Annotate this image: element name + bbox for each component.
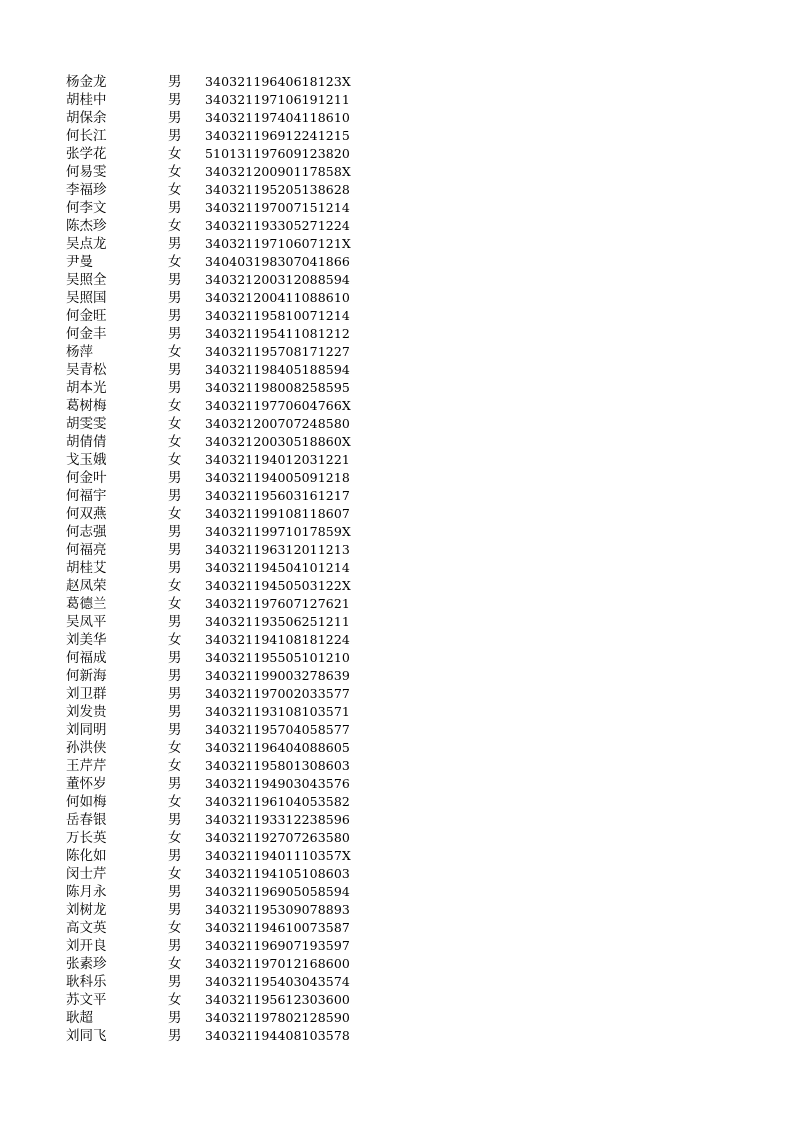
table-row bbox=[66, 415, 386, 433]
id-number: 340321195603161217 bbox=[205, 488, 350, 503]
person-name: 何如梅 bbox=[66, 794, 107, 810]
id-number: 340321196905058594 bbox=[205, 884, 350, 899]
person-gender: 女 bbox=[168, 740, 182, 756]
id-number: 340321197106191211 bbox=[205, 92, 350, 107]
person-name: 刘同飞 bbox=[66, 1028, 107, 1044]
person-gender: 男 bbox=[168, 128, 182, 144]
table-row bbox=[66, 577, 386, 595]
person-name: 何金叶 bbox=[66, 470, 107, 486]
person-gender: 男 bbox=[168, 524, 182, 540]
person-gender: 男 bbox=[168, 974, 182, 990]
person-name: 何福亮 bbox=[66, 542, 107, 558]
id-number: 340321195810071214 bbox=[205, 308, 350, 323]
person-gender: 男 bbox=[168, 200, 182, 216]
id-number: 340321193506251211 bbox=[205, 614, 350, 629]
table-row bbox=[66, 541, 386, 559]
person-name: 孙洪侠 bbox=[66, 740, 107, 756]
person-name: 陈化如 bbox=[66, 848, 107, 864]
person-gender: 女 bbox=[168, 794, 182, 810]
id-number: 340321195704058577 bbox=[205, 722, 350, 737]
person-name: 刘同明 bbox=[66, 722, 107, 738]
person-gender: 男 bbox=[168, 614, 182, 630]
person-gender: 男 bbox=[168, 308, 182, 324]
person-gender: 男 bbox=[168, 722, 182, 738]
id-number: 340321196912241215 bbox=[205, 128, 350, 143]
person-name: 刘发贵 bbox=[66, 704, 107, 720]
id-number: 34032119640618123X bbox=[205, 74, 351, 89]
table-row bbox=[66, 595, 386, 613]
id-number: 340321195309078893 bbox=[205, 902, 350, 917]
id-number: 340321193305271224 bbox=[205, 218, 350, 233]
person-gender: 男 bbox=[168, 812, 182, 828]
person-gender: 男 bbox=[168, 92, 182, 108]
table-row bbox=[66, 757, 386, 775]
person-name: 吴点龙 bbox=[66, 236, 107, 252]
id-number: 34032119450503122X bbox=[205, 578, 351, 593]
person-name: 耿超 bbox=[66, 1010, 93, 1026]
table-row bbox=[66, 469, 386, 487]
table-row bbox=[66, 325, 386, 343]
person-name: 吴照全 bbox=[66, 272, 107, 288]
person-name: 高文英 bbox=[66, 920, 107, 936]
table-row bbox=[66, 307, 386, 325]
person-name: 胡桂中 bbox=[66, 92, 107, 108]
person-name: 陈月永 bbox=[66, 884, 107, 900]
table-row bbox=[66, 145, 386, 163]
id-number: 340321200411088610 bbox=[205, 290, 350, 305]
id-number: 340403198307041866 bbox=[205, 254, 350, 269]
person-gender: 女 bbox=[168, 866, 182, 882]
person-name: 何志强 bbox=[66, 524, 107, 540]
person-gender: 女 bbox=[168, 434, 182, 450]
person-gender: 男 bbox=[168, 1010, 182, 1026]
person-name: 刘树龙 bbox=[66, 902, 107, 918]
table-row bbox=[66, 649, 386, 667]
id-number: 340321197802128590 bbox=[205, 1010, 350, 1025]
person-name: 胡本光 bbox=[66, 380, 107, 396]
id-number: 340321199108118607 bbox=[205, 506, 350, 521]
table-row bbox=[66, 685, 386, 703]
person-name: 刘开良 bbox=[66, 938, 107, 954]
id-number: 340321200707248580 bbox=[205, 416, 350, 431]
person-gender: 男 bbox=[168, 884, 182, 900]
table-row bbox=[66, 109, 386, 127]
person-gender: 男 bbox=[168, 1028, 182, 1044]
id-number: 340321194903043576 bbox=[205, 776, 350, 791]
person-name: 万长英 bbox=[66, 830, 107, 846]
person-name: 何双燕 bbox=[66, 506, 107, 522]
person-name: 赵凤荣 bbox=[66, 578, 107, 594]
id-number: 340321194105108603 bbox=[205, 866, 350, 881]
id-number: 340321195612303600 bbox=[205, 992, 350, 1007]
table-row bbox=[66, 955, 386, 973]
person-gender: 男 bbox=[168, 380, 182, 396]
person-gender: 女 bbox=[168, 578, 182, 594]
table-row bbox=[66, 991, 386, 1009]
table-row bbox=[66, 973, 386, 991]
person-gender: 男 bbox=[168, 776, 182, 792]
table-row bbox=[66, 433, 386, 451]
person-gender: 女 bbox=[168, 632, 182, 648]
person-name: 吴凤平 bbox=[66, 614, 107, 630]
id-number: 34032120090117858X bbox=[205, 164, 351, 179]
person-gender: 女 bbox=[168, 182, 182, 198]
person-name: 吴照国 bbox=[66, 290, 107, 306]
id-number: 510131197609123820 bbox=[205, 146, 350, 161]
table-row bbox=[66, 127, 386, 145]
id-number: 340321195801308603 bbox=[205, 758, 350, 773]
person-gender: 女 bbox=[168, 164, 182, 180]
person-name: 李福珍 bbox=[66, 182, 107, 198]
table-row bbox=[66, 91, 386, 109]
table-row bbox=[66, 289, 386, 307]
person-gender: 女 bbox=[168, 920, 182, 936]
table-row bbox=[66, 235, 386, 253]
person-gender: 女 bbox=[168, 758, 182, 774]
person-name: 张素珍 bbox=[66, 956, 107, 972]
id-number: 340321193312238596 bbox=[205, 812, 350, 827]
table-row bbox=[66, 919, 386, 937]
person-name: 何长江 bbox=[66, 128, 107, 144]
table-row bbox=[66, 739, 386, 757]
person-name: 何金旺 bbox=[66, 308, 107, 324]
table-row bbox=[66, 181, 386, 199]
table-row bbox=[66, 811, 386, 829]
table-row bbox=[66, 163, 386, 181]
person-gender: 女 bbox=[168, 218, 182, 234]
roster-table bbox=[66, 73, 386, 1045]
table-row bbox=[66, 73, 386, 91]
person-name: 王芹芹 bbox=[66, 758, 107, 774]
person-gender: 男 bbox=[168, 326, 182, 342]
table-row bbox=[66, 775, 386, 793]
person-name: 董怀岁 bbox=[66, 776, 107, 792]
id-number: 340321195708171227 bbox=[205, 344, 350, 359]
person-name: 葛德兰 bbox=[66, 596, 107, 612]
person-gender: 男 bbox=[168, 110, 182, 126]
person-name: 苏文平 bbox=[66, 992, 107, 1008]
table-row bbox=[66, 343, 386, 361]
table-row bbox=[66, 901, 386, 919]
person-name: 闵士芹 bbox=[66, 866, 107, 882]
person-name: 刘卫群 bbox=[66, 686, 107, 702]
person-gender: 男 bbox=[168, 686, 182, 702]
id-number: 34032119710607121X bbox=[205, 236, 351, 251]
id-number: 340321197007151214 bbox=[205, 200, 350, 215]
person-gender: 女 bbox=[168, 146, 182, 162]
person-gender: 女 bbox=[168, 992, 182, 1008]
person-name: 葛树梅 bbox=[66, 398, 107, 414]
table-row bbox=[66, 883, 386, 901]
person-gender: 女 bbox=[168, 254, 182, 270]
id-number: 340321197012168600 bbox=[205, 956, 350, 971]
table-row bbox=[66, 199, 386, 217]
person-name: 杨萍 bbox=[66, 344, 93, 360]
person-gender: 男 bbox=[168, 236, 182, 252]
id-number: 340321196907193597 bbox=[205, 938, 350, 953]
person-name: 尹曼 bbox=[66, 254, 93, 270]
person-name: 何新海 bbox=[66, 668, 107, 684]
person-name: 何福宇 bbox=[66, 488, 107, 504]
table-row bbox=[66, 703, 386, 721]
id-number: 340321194005091218 bbox=[205, 470, 350, 485]
id-number: 340321196404088605 bbox=[205, 740, 350, 755]
person-name: 杨金龙 bbox=[66, 74, 107, 90]
person-gender: 男 bbox=[168, 902, 182, 918]
person-name: 刘美华 bbox=[66, 632, 107, 648]
id-number: 340321196312011213 bbox=[205, 542, 350, 557]
person-gender: 男 bbox=[168, 488, 182, 504]
table-row bbox=[66, 487, 386, 505]
person-name: 何易雯 bbox=[66, 164, 107, 180]
person-gender: 男 bbox=[168, 542, 182, 558]
person-gender: 男 bbox=[168, 362, 182, 378]
id-number: 340321195403043574 bbox=[205, 974, 350, 989]
id-number: 340321197002033577 bbox=[205, 686, 350, 701]
table-row bbox=[66, 793, 386, 811]
person-name: 胡桂艾 bbox=[66, 560, 107, 576]
table-row bbox=[66, 559, 386, 577]
person-gender: 女 bbox=[168, 344, 182, 360]
person-gender: 男 bbox=[168, 650, 182, 666]
id-number: 340321197607127621 bbox=[205, 596, 350, 611]
table-row bbox=[66, 217, 386, 235]
person-gender: 男 bbox=[168, 848, 182, 864]
id-number: 34032119401110357X bbox=[205, 848, 351, 863]
id-number: 340321194012031221 bbox=[205, 452, 350, 467]
person-gender: 女 bbox=[168, 830, 182, 846]
person-gender: 男 bbox=[168, 938, 182, 954]
id-number: 34032120030518860X bbox=[205, 434, 351, 449]
person-gender: 女 bbox=[168, 596, 182, 612]
person-gender: 男 bbox=[168, 272, 182, 288]
table-row bbox=[66, 865, 386, 883]
table-row bbox=[66, 361, 386, 379]
table-row bbox=[66, 397, 386, 415]
id-number: 340321196104053582 bbox=[205, 794, 350, 809]
person-name: 吴青松 bbox=[66, 362, 107, 378]
id-number: 340321195411081212 bbox=[205, 326, 350, 341]
id-number: 340321200312088594 bbox=[205, 272, 350, 287]
person-gender: 女 bbox=[168, 506, 182, 522]
table-row bbox=[66, 505, 386, 523]
person-name: 耿科乐 bbox=[66, 974, 107, 990]
person-name: 张学花 bbox=[66, 146, 107, 162]
person-name: 戈玉娥 bbox=[66, 452, 107, 468]
id-number: 340321198008258595 bbox=[205, 380, 350, 395]
person-name: 何金丰 bbox=[66, 326, 107, 342]
table-row bbox=[66, 847, 386, 865]
id-number: 340321195205138628 bbox=[205, 182, 350, 197]
id-number: 340321192707263580 bbox=[205, 830, 350, 845]
person-name: 岳春银 bbox=[66, 812, 107, 828]
person-name: 陈杰珍 bbox=[66, 218, 107, 234]
person-name: 何李文 bbox=[66, 200, 107, 216]
table-row bbox=[66, 829, 386, 847]
person-gender: 女 bbox=[168, 956, 182, 972]
table-row bbox=[66, 937, 386, 955]
table-row bbox=[66, 271, 386, 289]
id-number: 340321197404118610 bbox=[205, 110, 350, 125]
id-number: 340321194610073587 bbox=[205, 920, 350, 935]
person-gender: 男 bbox=[168, 560, 182, 576]
table-row bbox=[66, 631, 386, 649]
table-row bbox=[66, 667, 386, 685]
table-row bbox=[66, 523, 386, 541]
id-number: 340321198405188594 bbox=[205, 362, 350, 377]
person-name: 胡雯雯 bbox=[66, 416, 107, 432]
id-number: 34032119770604766X bbox=[205, 398, 351, 413]
table-row bbox=[66, 1027, 386, 1045]
person-gender: 男 bbox=[168, 290, 182, 306]
id-number: 340321194108181224 bbox=[205, 632, 350, 647]
table-row bbox=[66, 253, 386, 271]
person-name: 胡保余 bbox=[66, 110, 107, 126]
person-gender: 男 bbox=[168, 704, 182, 720]
table-row bbox=[66, 1009, 386, 1027]
person-gender: 男 bbox=[168, 74, 182, 90]
person-gender: 女 bbox=[168, 416, 182, 432]
person-name: 胡倩倩 bbox=[66, 434, 107, 450]
id-number: 340321195505101210 bbox=[205, 650, 350, 665]
id-number: 340321193108103571 bbox=[205, 704, 350, 719]
table-row bbox=[66, 613, 386, 631]
person-gender: 女 bbox=[168, 452, 182, 468]
person-gender: 男 bbox=[168, 470, 182, 486]
person-name: 何福成 bbox=[66, 650, 107, 666]
id-number: 34032119971017859X bbox=[205, 524, 351, 539]
person-gender: 男 bbox=[168, 668, 182, 684]
table-row bbox=[66, 721, 386, 739]
person-gender: 女 bbox=[168, 398, 182, 414]
table-row bbox=[66, 451, 386, 469]
id-number: 340321199003278639 bbox=[205, 668, 350, 683]
table-row bbox=[66, 379, 386, 397]
id-number: 340321194504101214 bbox=[205, 560, 350, 575]
id-number: 340321194408103578 bbox=[205, 1028, 350, 1043]
